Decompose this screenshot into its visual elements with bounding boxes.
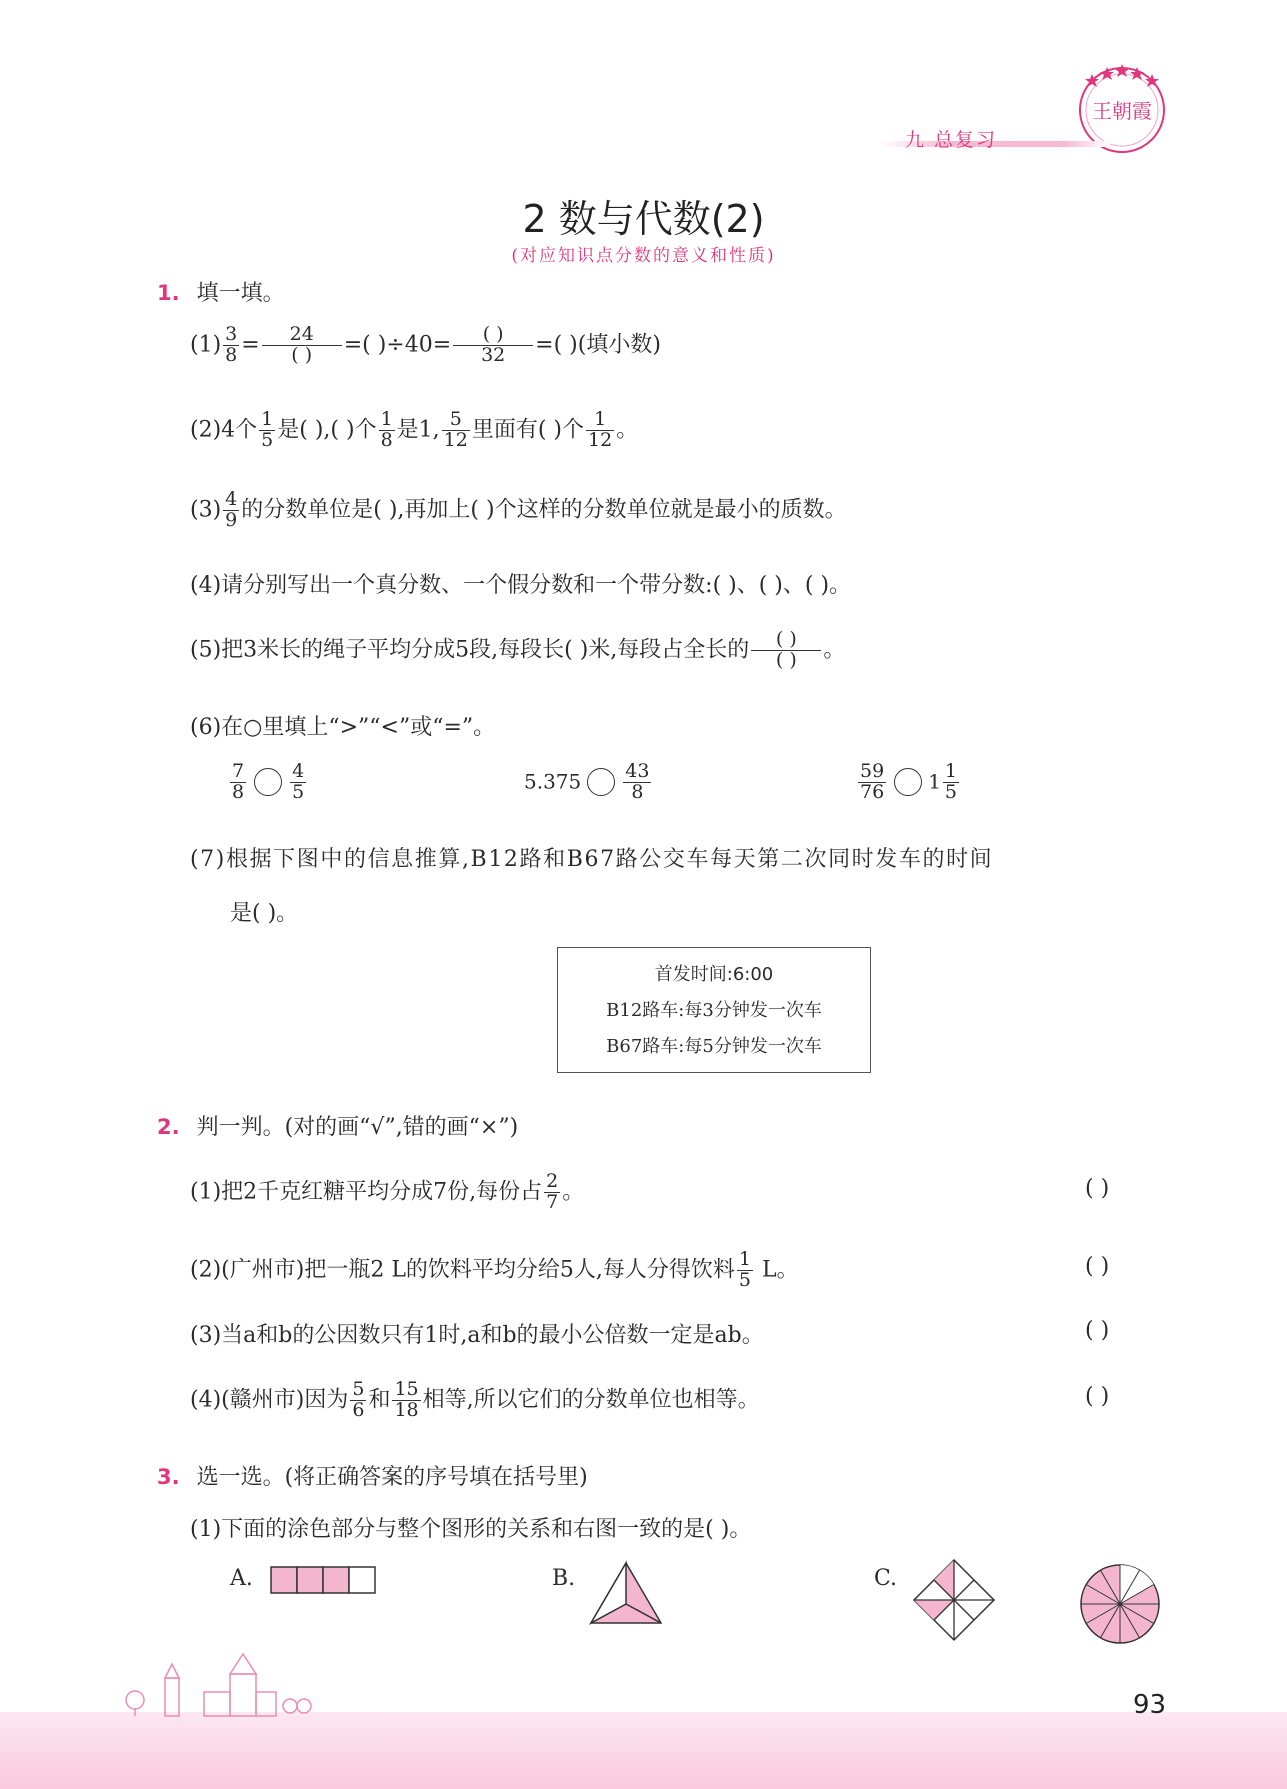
svg-text:王朝霞: 王朝霞 (1092, 99, 1152, 123)
compare-item-3: $\frac{59}{76}$ 1 $\frac{1}{5}$ (860, 760, 958, 803)
b12-schedule: B12路车:每3分钟发一次车 (606, 1000, 822, 1021)
fraction: $\frac{24}{( )}$ (262, 325, 342, 366)
compare-item-1: $\frac{7}{8}$ $\frac{4}{5}$ (232, 760, 305, 803)
answer-blank[interactable]: =( )÷40= (343, 332, 452, 358)
option-c-figure[interactable] (912, 1558, 996, 1646)
q2-item4: (4)(赣州市)因为 $\frac{5}{6}$ 和 $\frac{15}{18}$ 相等,所以它们的分数单位也相等。 (190, 1378, 760, 1421)
q1-part6: (6)在○里填上“>”“<”或“=”。 (190, 715, 496, 740)
answer-paren[interactable]: ( ) (1085, 1318, 1110, 1343)
option-a-label[interactable]: A. (230, 1566, 253, 1591)
answer-paren[interactable]: ( ) (1085, 1384, 1110, 1409)
q3-heading (157, 1460, 588, 1491)
q3-label: 选一选。(将正确答案的序号填在括号里) (196, 1465, 588, 1490)
answer-blank[interactable]: 是( ),( )个 (277, 417, 377, 443)
option-c-label[interactable]: C. (874, 1566, 898, 1591)
q1-label: 填一填。 (196, 281, 285, 306)
q1-heading (157, 276, 285, 307)
q2-number: 2. (157, 1115, 180, 1139)
footer-band (0, 1712, 1287, 1789)
b67-schedule: B67路车:每5分钟发一次车 (606, 1036, 822, 1057)
fraction: $\frac{1}{5}$ (261, 408, 274, 451)
fraction: $\frac{1}{8}$ (380, 408, 393, 451)
compare-circle[interactable] (254, 768, 282, 796)
fraction-blank[interactable]: $\frac{( )}{( )}$ (751, 630, 821, 671)
q1-number: 1. (157, 281, 180, 305)
q1-part3: (3) $\frac{4}{9}$ 的分数单位是( ),再加上( )个这样的分数单位就是最小的质数。 (190, 488, 847, 531)
bus-info-box (557, 947, 871, 1073)
q1-part7-line1: (7)根据下图中的信息推算,B12路和B67路公交车每天第二次同时发车的时间 (190, 847, 994, 872)
answer-blank[interactable]: (5)把3米长的绳子平均分成5段,每段长( )米,每段占全长的 (190, 637, 750, 663)
reference-circle-figure (1078, 1562, 1162, 1650)
page-subtitle: (对应知识点分数的意义和性质) (511, 246, 776, 266)
fraction: $\frac{3}{8}$ (225, 323, 238, 366)
compare-circle[interactable] (894, 768, 922, 796)
answer-paren[interactable]: ( ) (1085, 1176, 1110, 1201)
section-label: 九 总复习 (905, 129, 998, 151)
q1-part2: (2)4个 $\frac{1}{5}$ 是( ),( )个 $\frac{1}{8}$ 是1, $\frac{5}{12}$ 里面有( )个 $\frac{1}{12}$ 。 (190, 408, 639, 451)
fraction: $\frac{4}{9}$ (225, 488, 238, 531)
q1-part4[interactable]: (4)请分别写出一个真分数、一个假分数和一个带分数:( )、( )、( )。 (190, 573, 852, 598)
fraction: $\frac{5}{12}$ (443, 408, 468, 451)
page-title: 2 数与代数(2) (522, 197, 765, 241)
q1-part1: (1) $\frac{3}{8}$ = $\frac{24}{( )}$ =( )÷40= $\frac{( )}{32}$ =( )(填小数) (190, 323, 661, 366)
q2-label: 判一判。(对的画“√”,错的画“×”) (196, 1115, 519, 1140)
q2-item3: (3)当a和b的公因数只有1时,a和b的最小公倍数一定是ab。 (190, 1323, 764, 1348)
q2-item1: (1)把2千克红糖平均分成7份,每份占 $\frac{2}{7}$ 。 (190, 1170, 585, 1213)
option-b-figure[interactable] (588, 1560, 664, 1630)
compare-circle[interactable] (587, 768, 615, 796)
q1-part5: (5)把3米长的绳子平均分成5段,每段长( )米,每段占全长的 $\frac{( )}{( )}$ 。 (190, 628, 846, 671)
q3-part1[interactable]: (1)下面的涂色部分与整个图形的关系和右图一致的是( )。 (190, 1517, 752, 1542)
page-number: 93 (1133, 1690, 1167, 1720)
first-departure: 首发时间:6:00 (654, 964, 774, 985)
answer-paren[interactable]: ( ) (1085, 1254, 1110, 1279)
fraction-blank[interactable]: $\frac{( )}{32}$ (453, 325, 533, 366)
answer-blank[interactable]: =( )(填小数) (535, 332, 661, 358)
part-tag: (1) (190, 332, 222, 358)
q2-heading (157, 1110, 518, 1141)
option-a-figure[interactable] (270, 1566, 376, 1598)
q3-number: 3. (157, 1465, 180, 1489)
compare-item-2: 5.375 $\frac{43}{8}$ (524, 760, 650, 803)
castle-decoration (120, 1648, 320, 1722)
option-b-label[interactable]: B. (552, 1566, 576, 1591)
answer-blank[interactable]: 的分数单位是( ),再加上( )个这样的分数单位就是最小的质数。 (241, 497, 847, 523)
answer-blank[interactable]: 里面有( )个 (471, 417, 585, 443)
q1-part7-line2[interactable]: 是( )。 (230, 901, 299, 926)
q2-item2: (2)(广州市)把一瓶2 L的饮料平均分给5人,每人分得饮料 $\frac{1}{5}$ L。 (190, 1248, 799, 1291)
fraction: $\frac{1}{12}$ (588, 408, 613, 451)
